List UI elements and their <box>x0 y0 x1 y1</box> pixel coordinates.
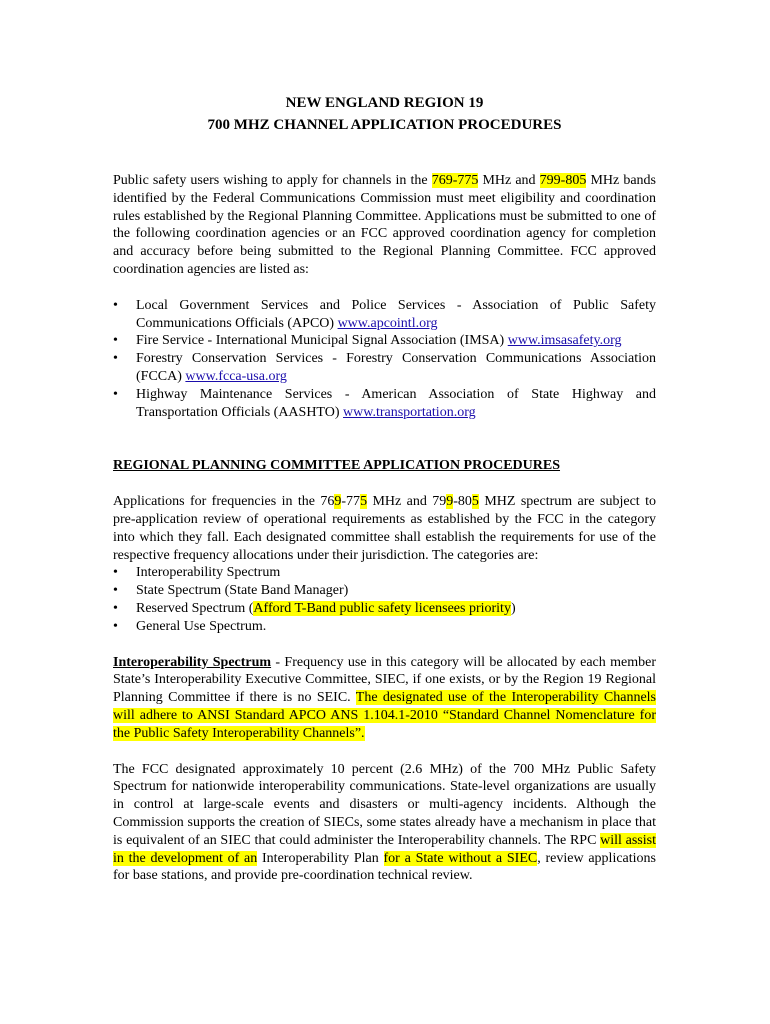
highlight: 9 <box>334 494 342 510</box>
category-text: Reserved Spectrum ( <box>136 600 254 616</box>
rpc-text: MHZ spectrum are subject to pre-application review of operational requirements as established by the FCC in the category into which they fall. Each designated committee shall establish the requirements for use of the respective frequency allocations under their jurisdiction. The categories are: <box>113 494 656 563</box>
fcc-text: , review applications for base stations, and provide pre-coordination technical review. <box>113 850 656 884</box>
document-page <box>113 92 656 885</box>
agency-link[interactable]: www.imsasafety.org <box>507 333 622 349</box>
list-item: • State Spectrum (State Band Manager) <box>113 582 656 600</box>
agency-link[interactable]: www.apcointl.org <box>337 315 438 331</box>
intro-text: MHz and <box>478 173 540 188</box>
agency-link[interactable]: www.fcca-usa.org <box>185 368 287 384</box>
interop-paragraph <box>113 654 656 743</box>
intro-text: MHz bands identified by the Federal Communications Commission must meet eligibility and coordination rules established by the Regional Planning Committee. Applications must be submitted to one of the following coordination agencies or an FCC approved coordination agency for completion and accuracy before being submitted to the Regional Planning Committee. FCC approved coordination agencies are listed as: <box>113 173 656 277</box>
list-item <box>113 332 656 350</box>
agency-text: Highway Maintenance Services - American Association of State Highway and Transportation Officials (AASHTO) <box>136 386 656 420</box>
highlight: Afford T-Band public safety licensees priority <box>253 600 511 616</box>
fcc-paragraph <box>113 761 656 886</box>
highlight: 5 <box>471 494 479 510</box>
rpc-paragraph <box>113 493 656 564</box>
highlight: The designated use of the Interoperability Channels will adhere to ANSI Standard APCO ANS 1.104.1-2010 “Standard Channel Nomenclature for the Public Safety Interoperability Channels”. <box>113 690 656 741</box>
category-text: ) <box>510 600 516 616</box>
title-line-1: NEW ENGLAND REGION 19 <box>285 95 484 111</box>
rpc-text: -77 <box>341 494 361 510</box>
section-heading: REGIONAL PLANNING COMMITTEE APPLICATION PROCEDURES <box>113 458 561 474</box>
fcc-text: The FCC designated approximately 10 percent (2.6 MHz) of the 700 MHz Public Safety Spectrum for nationwide interoperability communications. State-level organizations are usually in control at large-scale events and disasters or multi-agency incidents. Although the Commission supports the creation of SIECs, some states already have a mechanism in place that is equivalent of an SIEC that could administer the Interoperability channels. The RPC <box>113 761 656 848</box>
highlight: for a State without a SIEC <box>383 850 538 866</box>
list-item <box>113 297 656 333</box>
agency-list <box>113 297 656 422</box>
fcc-text: Interoperability Plan <box>257 850 384 866</box>
highlight: 9 <box>446 494 454 510</box>
rpc-text: Applications for frequencies in the 76 <box>113 494 335 510</box>
list-item <box>113 386 656 422</box>
intro-text: Public safety users wishing to apply for channels in the <box>113 173 432 188</box>
highlight-band-2: 799-805 <box>539 173 587 188</box>
agency-link[interactable]: www.transportation.org <box>343 404 476 420</box>
rpc-text: -80 <box>453 494 472 510</box>
rpc-text: MHz and 79 <box>367 494 447 510</box>
list-item: • General Use Spectrum. <box>113 618 656 636</box>
agency-text: Local Government Services and Police Services - Association of Public Safety Communications Officials (APCO) <box>136 297 656 331</box>
interop-text: - Frequency use in this category will be allocated by each member State’s Interoperability Executive Committee, SIEC, if one exists, or by the Region 19 Regional Planning Committee if there is no SEIC. <box>113 654 656 706</box>
agency-text: Forestry Conservation Services - Forestry Conservation Communications Association (FCCA) <box>136 351 656 384</box>
agency-text: Fire Service - International Municipal Signal Association (IMSA) <box>136 333 508 349</box>
title-line-2: 700 MHZ CHANNEL APPLICATION PROCEDURES <box>207 117 562 133</box>
highlight: will assist in the development of an <box>113 832 656 866</box>
highlight: 5 <box>360 494 368 510</box>
list-item: • Interoperability Spectrum <box>113 564 656 582</box>
list-item <box>113 600 656 618</box>
interop-label: Interoperability Spectrum <box>113 654 272 670</box>
highlight-band-1: 769-775 <box>431 173 479 188</box>
list-item <box>113 350 656 386</box>
intro-paragraph <box>113 172 656 279</box>
category-list <box>113 564 656 635</box>
